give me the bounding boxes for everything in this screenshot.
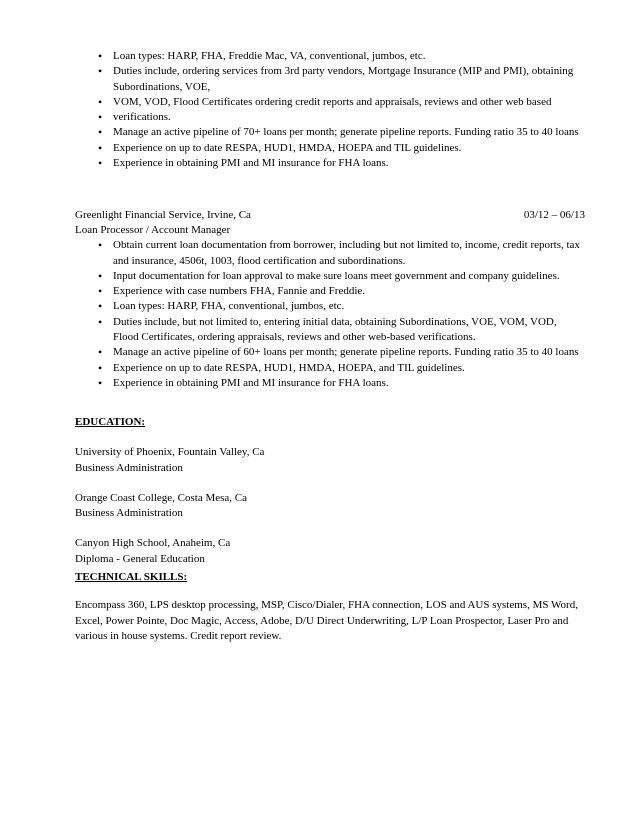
job-dates: 03/12 – 06/13 bbox=[523, 209, 585, 221]
school-name: Orange Coast College, Costa Mesa, Ca bbox=[75, 491, 247, 504]
education-heading: EDUCATION bbox=[75, 416, 142, 428]
job-header bbox=[75, 208, 585, 223]
list-item: • Loan types: HARP, FHA, conventional, jumbos, etc. bbox=[92, 299, 582, 314]
job-company: Greenlight Financial Service, Irvine, Ca bbox=[75, 209, 251, 221]
job-title: Loan Processor / Account Manager bbox=[75, 224, 231, 236]
list-item: • Experience in obtaining PMI and MI insurance for FHA loans. bbox=[92, 376, 582, 391]
education-section bbox=[75, 415, 585, 567]
job-entry-greenlight bbox=[75, 208, 585, 391]
school-name: University of Phoenix, Fountain Valley, Ca bbox=[75, 446, 265, 459]
list-item: • Manage an active pipeline of 70+ loans per month; generate pipeline reports. Funding ratio 35 to 40 loans bbox=[92, 125, 592, 140]
heading-colon: : bbox=[141, 416, 146, 428]
list-item: • VOM, VOD, Flood Certificates ordering credit reports and appraisals, reviews and other web based bbox=[92, 95, 592, 110]
education-entry bbox=[75, 445, 585, 476]
list-item: • Input documentation for loan approval to make sure loans meet government and company guidelines. bbox=[92, 269, 582, 284]
list-item: • Manage an active pipeline of 60+ loans per month; generate pipeline reports. Funding ratio 35 to 40 loans bbox=[92, 345, 582, 360]
list-item: • Obtain current loan documentation from borrower, including but not limited to, income, credit reports, tax and insurance, 4506t, 1003, flood certification and subordinations. bbox=[92, 238, 582, 269]
list-item: • Experience on up to date RESPA, HUD1, HMDA, HOEPA, and TIL guidelines. bbox=[92, 361, 582, 376]
previous-job-duties-list bbox=[92, 49, 592, 171]
job-duties-list bbox=[92, 238, 582, 391]
list-item: • verifications. bbox=[92, 110, 592, 125]
list-item: • Duties include, but not limited to, entering initial data, obtaining Subordinations, VOE, VOM, VOD, Flood Certificates, ordering appraisals, reviews and other web-based verifications. bbox=[92, 315, 582, 346]
list-item: • Loan types: HARP, FHA, Freddie Mac, VA, conventional, jumbos, etc. bbox=[92, 49, 592, 64]
education-entry bbox=[75, 536, 585, 567]
section-heading bbox=[75, 415, 585, 430]
program-name: Business Administration bbox=[75, 461, 183, 474]
list-item: • Duties include, ordering services from 3rd party vendors, Mortgage Insurance (MIP and PMI), obtaining Subordinations, VOE, bbox=[92, 64, 592, 95]
school-name: Canyon High School, Anaheim, Ca bbox=[75, 537, 231, 550]
education-entry bbox=[75, 491, 585, 522]
skills-heading: TECHNICAL SKILLS: bbox=[75, 571, 188, 583]
list-item: • Experience with case numbers FHA, Fannie and Freddie. bbox=[92, 284, 582, 299]
program-name: Diploma - General Education bbox=[75, 552, 205, 565]
list-item: • Experience on up to date RESPA, HUD1, HMDA, HOEPA and TIL guidelines. bbox=[92, 141, 592, 156]
list-item: • Experience in obtaining PMI and MI insurance for FHA loans. bbox=[92, 156, 592, 171]
program-name: Business Administration bbox=[75, 507, 183, 520]
skills-text: Encompass 360, LPS desktop processing, MSP, Cisco/Dialer, FHA connection, LOS and AUS systems, MS Word, Excel, Power Pointe, Doc Magic, Access, Adobe, D/U Direct Underwriting, L/P Loan Prospector, Laser Pro and various in house systems. Credit report review. bbox=[75, 599, 578, 642]
technical-skills-section bbox=[75, 570, 585, 644]
